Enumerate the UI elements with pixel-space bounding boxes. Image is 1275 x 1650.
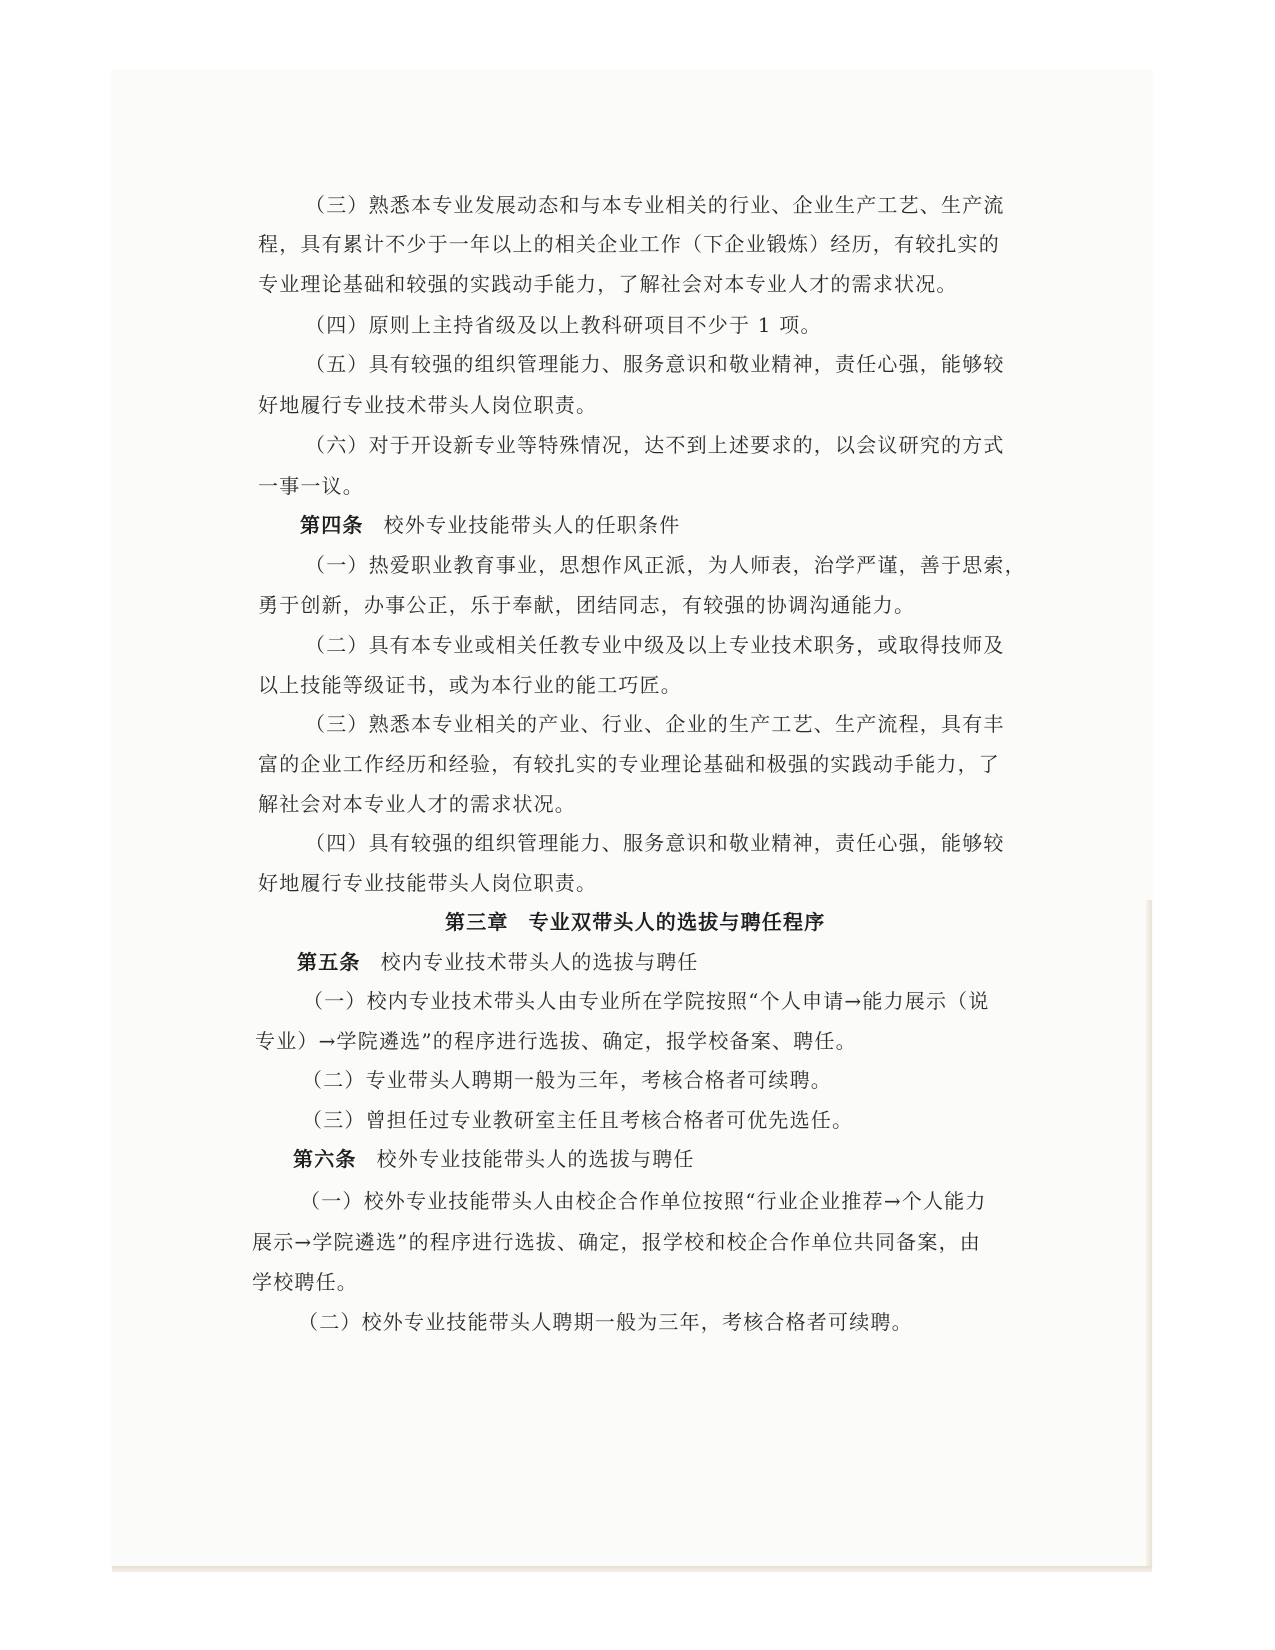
paragraph-line: （二）具有本专业或相关任教专业中级及以上专业技术职务，或取得技师及 bbox=[305, 633, 1005, 657]
paragraph-line: （三）熟悉本专业发展动态和与本专业相关的行业、企业生产工艺、生产流 bbox=[305, 193, 1005, 217]
article-number: 第五条 bbox=[297, 950, 361, 974]
paragraph-line: 学校聘任。 bbox=[252, 1270, 358, 1294]
paragraph-line: （一）校内专业技术带头人由专业所在学院按照“个人申请→能力展示（说 bbox=[303, 989, 990, 1013]
article-heading bbox=[297, 950, 699, 974]
paragraph-line: 好地履行专业技能带头人岗位职责。 bbox=[258, 871, 598, 895]
paragraph-line: 展示→学院遴选”的程序进行选拔、确定，报学校和校企合作单位共同备案，由 bbox=[252, 1230, 981, 1254]
paragraph-line: （三）熟悉本专业相关的产业、行业、企业的生产工艺、生产流程，具有丰 bbox=[305, 712, 1005, 736]
paragraph-line: （二）校外专业技能带头人聘期一般为三年，考核合格者可续聘。 bbox=[298, 1310, 913, 1334]
paragraph-line: （六）对于开设新专业等特殊情况，达不到上述要求的，以会议研究的方式 bbox=[305, 433, 1005, 457]
chapter-title: 专业双带头人的选拔与聘任程序 bbox=[528, 910, 826, 934]
article-heading bbox=[293, 1147, 695, 1171]
paragraph-line: 程，具有累计不少于一年以上的相关企业工作（下企业锻炼）经历，有较扎实的 bbox=[258, 232, 1000, 256]
paragraph-line: （四）原则上主持省级及以上教科研项目不少于 1 项。 bbox=[305, 313, 822, 337]
article-title: 校外专业技能带头人的选拔与聘任 bbox=[376, 1147, 695, 1171]
chapter-heading bbox=[445, 910, 825, 934]
chapter-number: 第三章 bbox=[445, 910, 509, 934]
article-number: 第六条 bbox=[293, 1147, 357, 1171]
paragraph-line: 解社会对本专业人才的需求状况。 bbox=[258, 792, 576, 816]
paragraph-line: 富的企业工作经历和经验，有较扎实的专业理论基础和极强的实践动手能力，了 bbox=[258, 752, 1000, 776]
article-heading bbox=[300, 513, 680, 537]
paragraph-line: 一事一议。 bbox=[258, 474, 364, 498]
paragraph-line: （五）具有较强的组织管理能力、服务意识和敬业精神，责任心强，能够较 bbox=[305, 352, 1005, 376]
article-number: 第四条 bbox=[300, 513, 364, 537]
article-title: 校外专业技能带头人的任职条件 bbox=[383, 513, 681, 537]
paragraph-line: 以上技能等级证书，或为本行业的能工巧匠。 bbox=[258, 673, 682, 697]
paragraph-line: 好地履行专业技术带头人岗位职责。 bbox=[258, 393, 598, 417]
paragraph-line: （二）专业带头人聘期一般为三年，考核合格者可续聘。 bbox=[302, 1068, 832, 1092]
paragraph-line: （四）具有较强的组织管理能力、服务意识和敬业精神，责任心强，能够较 bbox=[305, 831, 1005, 855]
paragraph-line: 专业）→学院遴选”的程序进行选拔、确定，报学校备案、聘任。 bbox=[255, 1029, 857, 1053]
paragraph-line: （一）校外专业技能带头人由校企合作单位按照“行业企业推荐→个人能力 bbox=[300, 1189, 987, 1213]
article-title: 校内专业技术带头人的选拔与聘任 bbox=[380, 950, 699, 974]
paragraph-line: （一）热爱职业教育事业，思想作风正派，为人师表，治学严谨，善于思索， bbox=[305, 553, 1026, 577]
paragraph-line: （三）曾担任过专业教研室主任且考核合格者可优先选任。 bbox=[302, 1108, 854, 1132]
paragraph-line: 勇于创新，办事公正，乐于奉献，团结同志，有较强的协调沟通能力。 bbox=[258, 593, 916, 617]
paragraph-line: 专业理论基础和较强的实践动手能力，了解社会对本专业人才的需求状况。 bbox=[258, 272, 958, 296]
